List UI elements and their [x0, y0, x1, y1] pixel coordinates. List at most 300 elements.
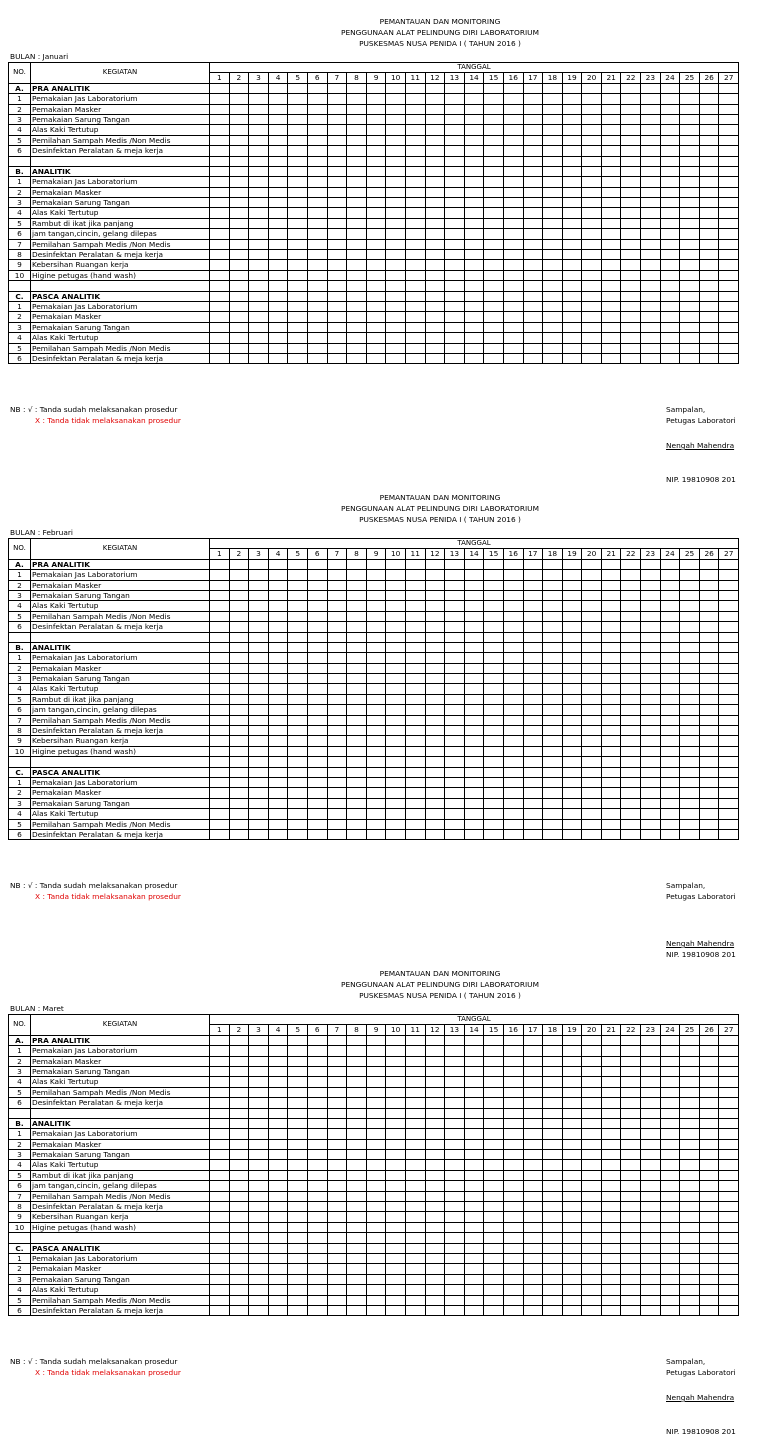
check-cell[interactable] [327, 239, 347, 249]
check-cell[interactable] [562, 798, 582, 808]
check-cell[interactable] [386, 1233, 406, 1243]
check-cell[interactable] [445, 663, 465, 673]
check-cell[interactable] [249, 1087, 269, 1097]
check-cell[interactable] [405, 559, 425, 569]
check-cell[interactable] [680, 156, 700, 166]
check-cell[interactable] [582, 1160, 602, 1170]
check-cell[interactable] [288, 104, 308, 114]
check-cell[interactable] [327, 798, 347, 808]
check-cell[interactable] [543, 1118, 563, 1128]
check-cell[interactable] [699, 1181, 719, 1191]
check-cell[interactable] [660, 1056, 680, 1066]
check-cell[interactable] [641, 1087, 661, 1097]
check-cell[interactable] [386, 177, 406, 187]
check-cell[interactable] [327, 1191, 347, 1201]
check-cell[interactable] [288, 187, 308, 197]
check-cell[interactable] [425, 281, 445, 291]
check-cell[interactable] [268, 653, 288, 663]
check-cell[interactable] [503, 580, 523, 590]
check-cell[interactable] [719, 788, 739, 798]
check-cell[interactable] [484, 239, 504, 249]
check-cell[interactable] [386, 104, 406, 114]
check-cell[interactable] [229, 166, 249, 176]
check-cell[interactable] [484, 1305, 504, 1315]
check-cell[interactable] [445, 570, 465, 580]
check-cell[interactable] [641, 260, 661, 270]
check-cell[interactable] [699, 736, 719, 746]
check-cell[interactable] [405, 1108, 425, 1118]
check-cell[interactable] [268, 281, 288, 291]
check-cell[interactable] [660, 177, 680, 187]
check-cell[interactable] [210, 198, 230, 208]
check-cell[interactable] [641, 312, 661, 322]
check-cell[interactable] [503, 622, 523, 632]
check-cell[interactable] [543, 322, 563, 332]
check-cell[interactable] [366, 674, 386, 684]
check-cell[interactable] [366, 829, 386, 839]
check-cell[interactable] [288, 1098, 308, 1108]
check-cell[interactable] [699, 1066, 719, 1076]
check-cell[interactable] [601, 250, 621, 260]
check-cell[interactable] [699, 1285, 719, 1295]
check-cell[interactable] [523, 622, 543, 632]
check-cell[interactable] [621, 208, 641, 218]
check-cell[interactable] [249, 187, 269, 197]
check-cell[interactable] [680, 229, 700, 239]
check-cell[interactable] [523, 1129, 543, 1139]
check-cell[interactable] [366, 736, 386, 746]
check-cell[interactable] [523, 705, 543, 715]
check-cell[interactable] [210, 580, 230, 590]
check-cell[interactable] [405, 788, 425, 798]
check-cell[interactable] [582, 125, 602, 135]
check-cell[interactable] [660, 322, 680, 332]
check-cell[interactable] [249, 343, 269, 353]
check-cell[interactable] [425, 694, 445, 704]
check-cell[interactable] [562, 601, 582, 611]
check-cell[interactable] [249, 114, 269, 124]
check-cell[interactable] [229, 1129, 249, 1139]
check-cell[interactable] [680, 270, 700, 280]
check-cell[interactable] [680, 1295, 700, 1305]
check-cell[interactable] [327, 726, 347, 736]
check-cell[interactable] [601, 114, 621, 124]
check-cell[interactable] [503, 135, 523, 145]
check-cell[interactable] [601, 301, 621, 311]
check-cell[interactable] [601, 1222, 621, 1232]
check-cell[interactable] [523, 767, 543, 777]
check-cell[interactable] [405, 281, 425, 291]
check-cell[interactable] [249, 1160, 269, 1170]
check-cell[interactable] [543, 1253, 563, 1263]
check-cell[interactable] [719, 1181, 739, 1191]
check-cell[interactable] [347, 208, 367, 218]
check-cell[interactable] [543, 301, 563, 311]
check-cell[interactable] [582, 198, 602, 208]
check-cell[interactable] [484, 83, 504, 93]
check-cell[interactable] [464, 674, 484, 684]
check-cell[interactable] [621, 1191, 641, 1201]
check-cell[interactable] [523, 736, 543, 746]
check-cell[interactable] [484, 674, 504, 684]
check-cell[interactable] [268, 1191, 288, 1201]
check-cell[interactable] [582, 819, 602, 829]
check-cell[interactable] [641, 1035, 661, 1045]
check-cell[interactable] [347, 726, 367, 736]
check-cell[interactable] [327, 590, 347, 600]
check-cell[interactable] [347, 622, 367, 632]
check-cell[interactable] [680, 570, 700, 580]
check-cell[interactable] [327, 1139, 347, 1149]
check-cell[interactable] [484, 1243, 504, 1253]
check-cell[interactable] [386, 1046, 406, 1056]
check-cell[interactable] [719, 177, 739, 187]
check-cell[interactable] [601, 642, 621, 652]
check-cell[interactable] [229, 757, 249, 767]
check-cell[interactable] [719, 156, 739, 166]
check-cell[interactable] [464, 83, 484, 93]
check-cell[interactable] [543, 281, 563, 291]
check-cell[interactable] [405, 622, 425, 632]
check-cell[interactable] [425, 1066, 445, 1076]
check-cell[interactable] [641, 777, 661, 787]
check-cell[interactable] [366, 146, 386, 156]
check-cell[interactable] [210, 705, 230, 715]
check-cell[interactable] [699, 1129, 719, 1139]
check-cell[interactable] [562, 208, 582, 218]
check-cell[interactable] [562, 829, 582, 839]
check-cell[interactable] [641, 125, 661, 135]
check-cell[interactable] [288, 809, 308, 819]
check-cell[interactable] [425, 104, 445, 114]
check-cell[interactable] [366, 1066, 386, 1076]
check-cell[interactable] [464, 726, 484, 736]
check-cell[interactable] [484, 333, 504, 343]
check-cell[interactable] [699, 1035, 719, 1045]
check-cell[interactable] [386, 343, 406, 353]
check-cell[interactable] [386, 1295, 406, 1305]
check-cell[interactable] [621, 333, 641, 343]
check-cell[interactable] [445, 1191, 465, 1201]
check-cell[interactable] [425, 1243, 445, 1253]
check-cell[interactable] [445, 1233, 465, 1243]
check-cell[interactable] [210, 312, 230, 322]
check-cell[interactable] [425, 239, 445, 249]
check-cell[interactable] [543, 705, 563, 715]
check-cell[interactable] [562, 1150, 582, 1160]
check-cell[interactable] [386, 156, 406, 166]
check-cell[interactable] [327, 1087, 347, 1097]
check-cell[interactable] [210, 1160, 230, 1170]
check-cell[interactable] [229, 229, 249, 239]
check-cell[interactable] [347, 104, 367, 114]
check-cell[interactable] [484, 1222, 504, 1232]
check-cell[interactable] [582, 1035, 602, 1045]
check-cell[interactable] [288, 239, 308, 249]
check-cell[interactable] [719, 746, 739, 756]
check-cell[interactable] [288, 580, 308, 590]
check-cell[interactable] [425, 580, 445, 590]
check-cell[interactable] [405, 301, 425, 311]
check-cell[interactable] [543, 829, 563, 839]
check-cell[interactable] [601, 1274, 621, 1284]
check-cell[interactable] [210, 1253, 230, 1263]
check-cell[interactable] [249, 674, 269, 684]
check-cell[interactable] [699, 94, 719, 104]
check-cell[interactable] [562, 746, 582, 756]
check-cell[interactable] [680, 1150, 700, 1160]
check-cell[interactable] [699, 218, 719, 228]
check-cell[interactable] [601, 1108, 621, 1118]
check-cell[interactable] [229, 1285, 249, 1295]
check-cell[interactable] [405, 1295, 425, 1305]
check-cell[interactable] [543, 1181, 563, 1191]
check-cell[interactable] [229, 1253, 249, 1263]
check-cell[interactable] [249, 757, 269, 767]
check-cell[interactable] [660, 809, 680, 819]
check-cell[interactable] [484, 788, 504, 798]
check-cell[interactable] [523, 229, 543, 239]
check-cell[interactable] [523, 1139, 543, 1149]
check-cell[interactable] [425, 1046, 445, 1056]
check-cell[interactable] [660, 353, 680, 363]
check-cell[interactable] [249, 1098, 269, 1108]
check-cell[interactable] [249, 250, 269, 260]
check-cell[interactable] [249, 611, 269, 621]
check-cell[interactable] [347, 1233, 367, 1243]
check-cell[interactable] [347, 322, 367, 332]
check-cell[interactable] [307, 1233, 327, 1243]
check-cell[interactable] [641, 757, 661, 767]
check-cell[interactable] [386, 674, 406, 684]
check-cell[interactable] [327, 746, 347, 756]
check-cell[interactable] [464, 1170, 484, 1180]
check-cell[interactable] [405, 1222, 425, 1232]
check-cell[interactable] [484, 809, 504, 819]
check-cell[interactable] [680, 746, 700, 756]
check-cell[interactable] [582, 94, 602, 104]
check-cell[interactable] [582, 260, 602, 270]
check-cell[interactable] [503, 1160, 523, 1170]
check-cell[interactable] [464, 218, 484, 228]
check-cell[interactable] [210, 777, 230, 787]
check-cell[interactable] [503, 146, 523, 156]
check-cell[interactable] [366, 218, 386, 228]
check-cell[interactable] [210, 333, 230, 343]
check-cell[interactable] [327, 333, 347, 343]
check-cell[interactable] [425, 1295, 445, 1305]
check-cell[interactable] [562, 1108, 582, 1118]
check-cell[interactable] [601, 1098, 621, 1108]
check-cell[interactable] [641, 1170, 661, 1180]
check-cell[interactable] [347, 1066, 367, 1076]
check-cell[interactable] [425, 653, 445, 663]
check-cell[interactable] [484, 1066, 504, 1076]
check-cell[interactable] [366, 94, 386, 104]
check-cell[interactable] [582, 312, 602, 322]
check-cell[interactable] [680, 798, 700, 808]
check-cell[interactable] [464, 291, 484, 301]
check-cell[interactable] [268, 580, 288, 590]
check-cell[interactable] [719, 218, 739, 228]
check-cell[interactable] [484, 260, 504, 270]
check-cell[interactable] [249, 1108, 269, 1118]
check-cell[interactable] [503, 788, 523, 798]
check-cell[interactable] [366, 83, 386, 93]
check-cell[interactable] [288, 705, 308, 715]
check-cell[interactable] [699, 1108, 719, 1118]
check-cell[interactable] [425, 757, 445, 767]
check-cell[interactable] [425, 229, 445, 239]
check-cell[interactable] [699, 767, 719, 777]
check-cell[interactable] [307, 663, 327, 673]
check-cell[interactable] [445, 1066, 465, 1076]
check-cell[interactable] [719, 353, 739, 363]
check-cell[interactable] [445, 166, 465, 176]
check-cell[interactable] [445, 1139, 465, 1149]
check-cell[interactable] [562, 104, 582, 114]
check-cell[interactable] [268, 218, 288, 228]
check-cell[interactable] [366, 239, 386, 249]
check-cell[interactable] [699, 611, 719, 621]
check-cell[interactable] [347, 146, 367, 156]
check-cell[interactable] [601, 208, 621, 218]
check-cell[interactable] [307, 611, 327, 621]
check-cell[interactable] [562, 146, 582, 156]
check-cell[interactable] [464, 156, 484, 166]
check-cell[interactable] [327, 694, 347, 704]
check-cell[interactable] [680, 1139, 700, 1149]
check-cell[interactable] [386, 757, 406, 767]
check-cell[interactable] [288, 322, 308, 332]
check-cell[interactable] [641, 270, 661, 280]
check-cell[interactable] [582, 1046, 602, 1056]
check-cell[interactable] [347, 694, 367, 704]
check-cell[interactable] [366, 788, 386, 798]
check-cell[interactable] [229, 114, 249, 124]
check-cell[interactable] [288, 333, 308, 343]
check-cell[interactable] [249, 777, 269, 787]
check-cell[interactable] [543, 653, 563, 663]
check-cell[interactable] [523, 333, 543, 343]
check-cell[interactable] [210, 1212, 230, 1222]
check-cell[interactable] [288, 1150, 308, 1160]
check-cell[interactable] [719, 622, 739, 632]
check-cell[interactable] [445, 705, 465, 715]
check-cell[interactable] [699, 135, 719, 145]
check-cell[interactable] [229, 1066, 249, 1076]
check-cell[interactable] [210, 726, 230, 736]
check-cell[interactable] [288, 156, 308, 166]
check-cell[interactable] [405, 1243, 425, 1253]
check-cell[interactable] [641, 746, 661, 756]
check-cell[interactable] [582, 809, 602, 819]
check-cell[interactable] [582, 726, 602, 736]
check-cell[interactable] [249, 260, 269, 270]
check-cell[interactable] [386, 642, 406, 652]
check-cell[interactable] [484, 312, 504, 322]
check-cell[interactable] [327, 809, 347, 819]
check-cell[interactable] [660, 1233, 680, 1243]
check-cell[interactable] [425, 270, 445, 280]
check-cell[interactable] [641, 580, 661, 590]
check-cell[interactable] [641, 622, 661, 632]
check-cell[interactable] [307, 343, 327, 353]
check-cell[interactable] [680, 94, 700, 104]
check-cell[interactable] [660, 146, 680, 156]
check-cell[interactable] [249, 746, 269, 756]
check-cell[interactable] [719, 301, 739, 311]
check-cell[interactable] [601, 1170, 621, 1180]
check-cell[interactable] [327, 1118, 347, 1128]
check-cell[interactable] [641, 809, 661, 819]
check-cell[interactable] [327, 653, 347, 663]
check-cell[interactable] [680, 1066, 700, 1076]
check-cell[interactable] [699, 1160, 719, 1170]
check-cell[interactable] [327, 94, 347, 104]
check-cell[interactable] [327, 1285, 347, 1295]
check-cell[interactable] [699, 715, 719, 725]
check-cell[interactable] [601, 353, 621, 363]
check-cell[interactable] [484, 1035, 504, 1045]
check-cell[interactable] [562, 125, 582, 135]
check-cell[interactable] [641, 1056, 661, 1066]
check-cell[interactable] [386, 198, 406, 208]
check-cell[interactable] [268, 1108, 288, 1118]
check-cell[interactable] [249, 1202, 269, 1212]
check-cell[interactable] [210, 218, 230, 228]
check-cell[interactable] [249, 135, 269, 145]
check-cell[interactable] [719, 1264, 739, 1274]
check-cell[interactable] [719, 125, 739, 135]
check-cell[interactable] [386, 1274, 406, 1284]
check-cell[interactable] [347, 301, 367, 311]
check-cell[interactable] [445, 1035, 465, 1045]
check-cell[interactable] [366, 715, 386, 725]
check-cell[interactable] [386, 819, 406, 829]
check-cell[interactable] [229, 684, 249, 694]
check-cell[interactable] [307, 301, 327, 311]
check-cell[interactable] [327, 705, 347, 715]
check-cell[interactable] [503, 301, 523, 311]
check-cell[interactable] [582, 788, 602, 798]
check-cell[interactable] [229, 632, 249, 642]
check-cell[interactable] [464, 705, 484, 715]
check-cell[interactable] [268, 819, 288, 829]
check-cell[interactable] [464, 1295, 484, 1305]
check-cell[interactable] [484, 322, 504, 332]
check-cell[interactable] [543, 1108, 563, 1118]
check-cell[interactable] [523, 1150, 543, 1160]
check-cell[interactable] [660, 343, 680, 353]
check-cell[interactable] [680, 1264, 700, 1274]
check-cell[interactable] [699, 83, 719, 93]
check-cell[interactable] [464, 312, 484, 322]
check-cell[interactable] [327, 1160, 347, 1170]
check-cell[interactable] [386, 135, 406, 145]
check-cell[interactable] [562, 322, 582, 332]
check-cell[interactable] [386, 590, 406, 600]
check-cell[interactable] [386, 570, 406, 580]
check-cell[interactable] [405, 777, 425, 787]
check-cell[interactable] [562, 1243, 582, 1253]
check-cell[interactable] [249, 1305, 269, 1315]
check-cell[interactable] [484, 229, 504, 239]
check-cell[interactable] [562, 301, 582, 311]
check-cell[interactable] [601, 1285, 621, 1295]
check-cell[interactable] [680, 1108, 700, 1118]
check-cell[interactable] [229, 1118, 249, 1128]
